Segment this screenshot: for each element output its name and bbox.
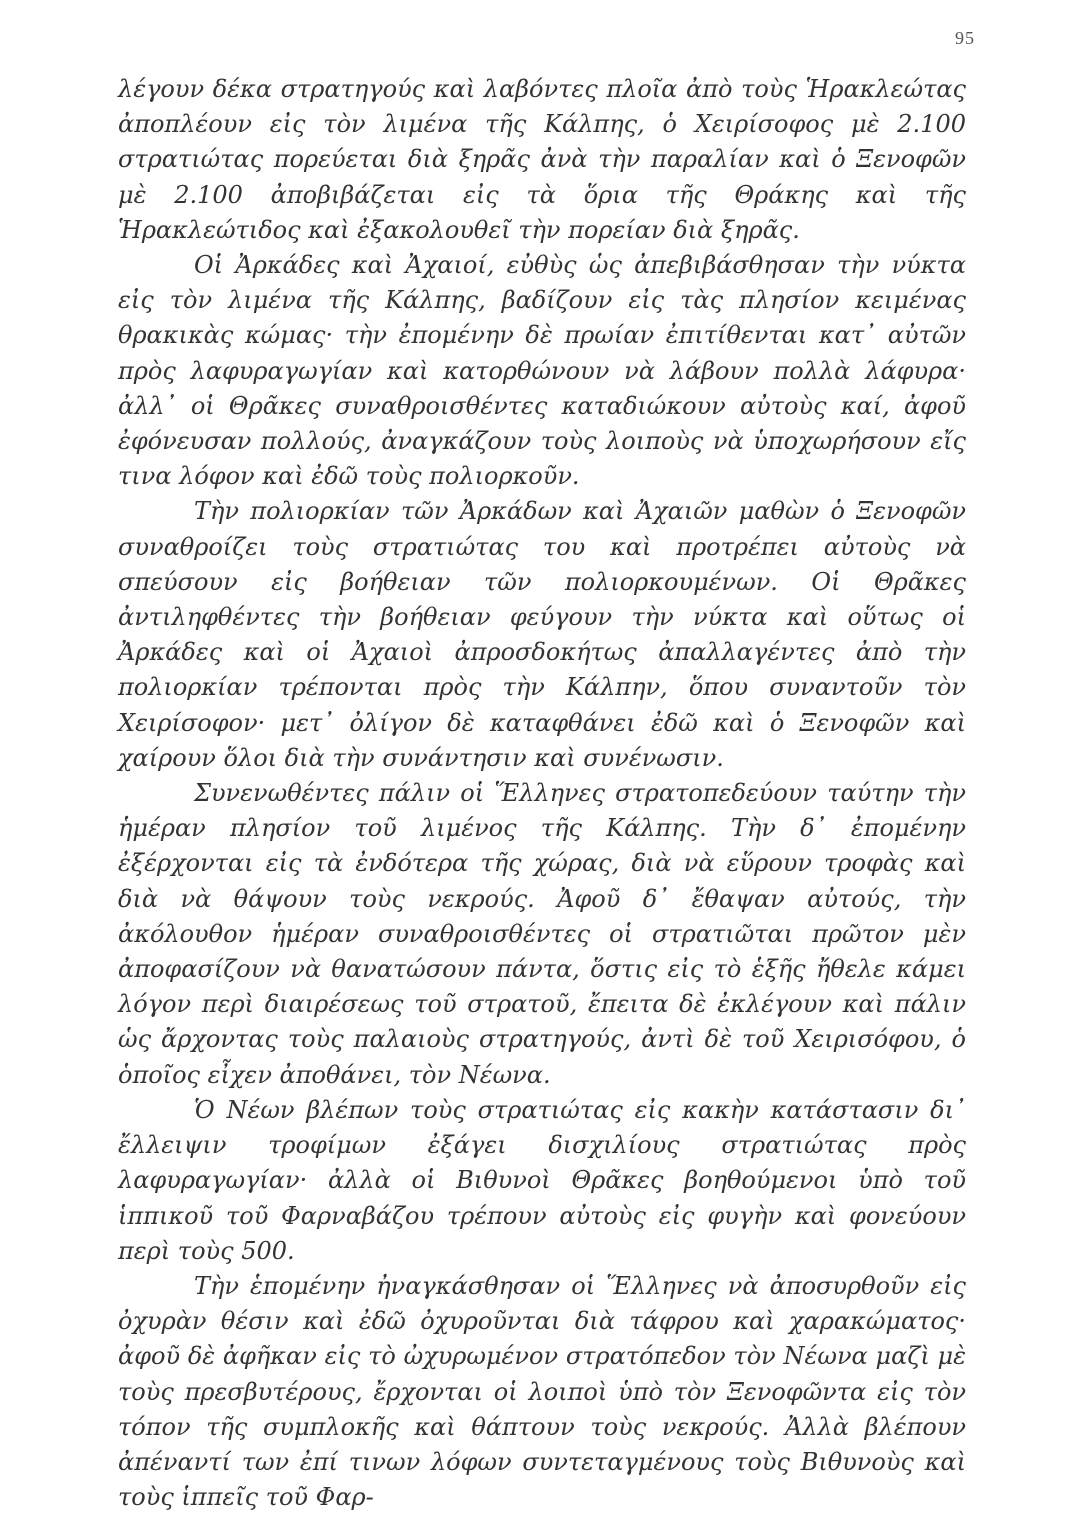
paragraph: λέγουν δέκα στρατηγούς καὶ λαβόντες πλοῖα ἀπὸ τοὺς Ἡρακλεώτας ἀποπλέουν εἰς τὸν λιμένα τῆς Κάλπης, ὁ Χειρίσοφος μὲ 2.100 στρατιώτας πορεύεται διὰ ξηρᾶς ἀνὰ τὴν παραλίαν καὶ ὁ Ξενοφῶν μὲ 2.100 ἀποβιβάζεται εἰς τὰ ὅρια τῆς Θράκης καὶ τῆς Ἡρακλεώτιδος καὶ ἐξακολουθεῖ τὴν πορείαν διὰ ξηρᾶς. xyxy=(118,75,966,244)
paragraph: Ὁ Νέων βλέπων τοὺς στρατιώτας εἰς κακὴν κατάστασιν δι᾽ ἔλλειψιν τροφίμων ἐξάγει δισχιλίους στρατιώτας πρὸς λαφυραγωγίαν· ἀλλὰ οἱ Βιθυνοὶ Θρᾶκες βοηθούμενοι ὑπὸ τοῦ ἱππικοῦ τοῦ Φαρναβάζου τρέπουν αὐτοὺς εἰς φυγὴν καὶ φονεύουν περὶ τοὺς 500. xyxy=(118,1095,966,1265)
paragraph: Οἱ Ἀρκάδες καὶ Ἀχαιοί, εὐθὺς ὡς ἀπεβιβάσθησαν τὴν νύκτα εἰς τὸν λιμένα τῆς Κάλπης, βαδίζουν εἰς τὰς πλησίον κειμένας θρακικὰς κώμας· τὴν ἐπομένην δὲ πρωίαν ἐπιτίθενται κατ᾽ αὐτῶν πρὸς λαφυραγωγίαν καὶ κατορθώνουν νὰ λάβουν πολλὰ λάφυρα· ἀλλ᾽ οἱ Θρᾶκες συναθροισθέντες καταδιώκουν αὐτοὺς καί, ἀφοῦ ἐφόνευσαν πολλούς, ἀναγκάζουν τοὺς λοιποὺς νὰ ὑποχωρήσουν εἴς τινα λόφον καὶ ἐδῶ τοὺς πολιορκοῦν. xyxy=(118,251,966,491)
paragraph: Τὴν ἑπομένην ἠναγκάσθησαν οἱ Ἕλληνες νὰ ἀποσυρθοῦν εἰς ὀχυρὰν θέσιν καὶ ἐδῶ ὀχυροῦνται διὰ τάφρου καὶ χαρακώματος· ἀφοῦ δὲ ἀφῆκαν εἰς τὸ ὠχυρωμένον στρατόπεδον τὸν Νέωνα μαζὶ μὲ τοὺς πρεσβυτέρους, ἔρχονται οἱ λοιποὶ ὑπὸ τὸν Ξενοφῶντα εἰς τὸν τόπον τῆς συμπλοκῆς καὶ θάπτουν τοὺς νεκρούς. Ἀλλὰ βλέπουν ἀπέναντί των ἐπί τινων λόφων συντεταγμένους τοὺς Βιθυνοὺς καὶ τοὺς ἱππεῖς τοῦ Φαρ- xyxy=(118,1271,966,1512)
paragraph: Συνενωθέντες πάλιν οἱ Ἕλληνες στρατοπεδεύουν ταύτην τὴν ἡμέραν πλησίον τοῦ λιμένος τῆς Κάλπης. Τὴν δ᾽ ἐπομένην ἐξέρχονται εἰς τὰ ἐνδότερα τῆς χώρας, διὰ νὰ εὕρουν τροφὰς καὶ διὰ νὰ θάψουν τοὺς νεκρούς. Ἀφοῦ δ᾽ ἔθαψαν αὐτούς, τὴν ἀκόλουθον ἡμέραν συναθροισθέντες οἱ στρατιῶται πρῶτον μὲν ἀποφασίζουν νὰ θανατώσουν πάντα, ὅστις εἰς τὸ ἑξῆς ἤθελε κάμει λόγον περὶ διαιρέσεως τοῦ στρατοῦ, ἔπειτα δὲ ἐκλέγουν καὶ πάλιν ὡς ἄρχοντας τοὺς παλαιοὺς στρατηγούς, ἀντὶ δὲ τοῦ Χειρισόφου, ὁ ὁποῖος εἶχεν ἀποθάνει, τὸν Νέωνα. xyxy=(118,779,966,1089)
paragraph: Τὴν πολιορκίαν τῶν Ἀρκάδων καὶ Ἀχαιῶν μαθὼν ὁ Ξενοφῶν συναθροίζει τοὺς στρατιώτας του καὶ προτρέπει αὐτοὺς νὰ σπεύσουν εἰς βοήθειαν τῶν πολιορκουμένων. Οἱ Θρᾶκες ἀντιληφθέντες τὴν βοήθειαν φεύγουν τὴν νύκτα καὶ οὕτως οἱ Ἀρκάδες καὶ οἱ Ἀχαιοὶ ἀπροσδοκήτως ἀπαλλαγέντες ἀπὸ τὴν πολιορκίαν τρέπονται πρὸς τὴν Κάλπην, ὅπου συναντοῦν τὸν Χειρίσοφον· μετ᾽ ὀλίγον δὲ καταφθάνει ἐδῶ καὶ ὁ Ξενοφῶν καὶ χαίρουν ὅλοι διὰ τὴν συνάντησιν καὶ συνένωσιν. xyxy=(118,497,966,772)
page-number: 95 xyxy=(955,28,975,48)
body-text xyxy=(118,72,966,1515)
